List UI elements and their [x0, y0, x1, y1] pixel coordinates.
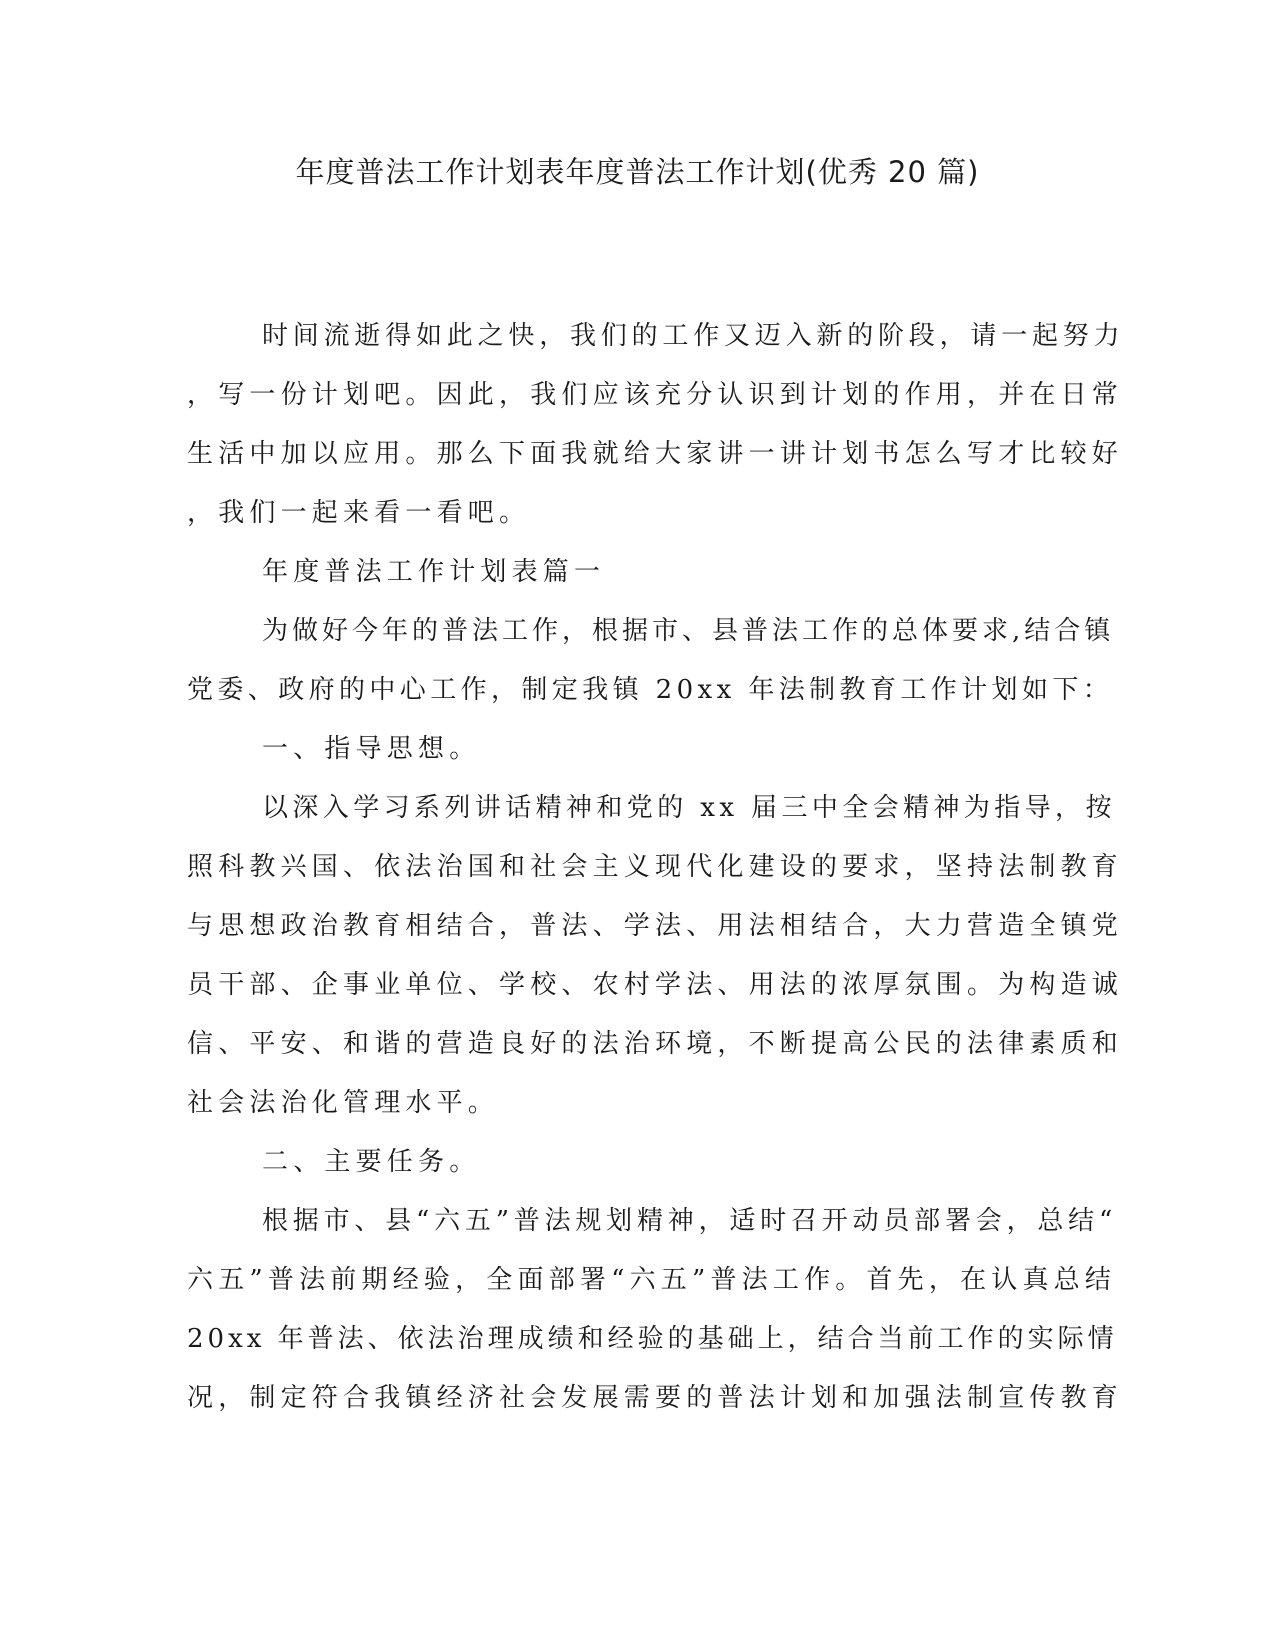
- paragraph-line: 党委、政府的中心工作，制定我镇 20xx 年法制教育工作计划如下：: [187, 675, 1114, 705]
- paragraph-line: 社会法治化管理水平。: [187, 1088, 500, 1118]
- paragraph-line: 20xx 年普法、依法治理成绩和经验的基础上，结合当前工作的实际情: [187, 1324, 1118, 1354]
- section-heading: 年度普法工作计划表篇一: [262, 557, 606, 587]
- document-title: 年度普法工作计划表年度普法工作计划(优秀 20 篇): [295, 155, 980, 189]
- paragraph-line: 生活中加以应用。那么下面我就给大家讲一讲计划书怎么写才比较好: [187, 439, 1124, 469]
- paragraph-line: 为做好今年的普法工作，根据市、县普法工作的总体要求,结合镇: [262, 616, 1115, 646]
- paragraph-line: 以深入学习系列讲话精神和党的 xx 届三中全会精神为指导，按: [262, 793, 1116, 823]
- paragraph-line: ，写一份计划吧。因此，我们应该充分认识到计划的作用，并在日常: [187, 380, 1124, 410]
- paragraph-line: 员干部、企事业单位、学校、农村学法、用法的浓厚氛围。为构造诚: [187, 970, 1124, 1000]
- section-heading: 二、主要任务。: [262, 1147, 481, 1177]
- paragraph-line: 况，制定符合我镇经济社会发展需要的普法计划和加强法制宣传教育: [187, 1383, 1124, 1413]
- paragraph-line: 时间流逝得如此之快，我们的工作又迈入新的阶段，请一起努力: [262, 321, 1125, 351]
- paragraph-line: ，我们一起来看一看吧。: [187, 498, 531, 528]
- paragraph-line: 六五”普法前期经验，全面部署“六五”普法工作。首先，在认真总结: [187, 1265, 1117, 1295]
- paragraph-line: 信、平安、和谐的营造良好的法治环境，不断提高公民的法律素质和: [187, 1029, 1124, 1059]
- paragraph-line: 照科教兴国、依法治国和社会主义现代化建设的要求，坚持法制教育: [187, 852, 1124, 882]
- paragraph-line: 根据市、县“六五”普法规划精神，适时召开动员部署会，总结“: [262, 1206, 1118, 1236]
- section-heading: 一、指导思想。: [262, 734, 481, 764]
- paragraph-line: 与思想政治教育相结合，普法、学法、用法相结合，大力营造全镇党: [187, 911, 1124, 941]
